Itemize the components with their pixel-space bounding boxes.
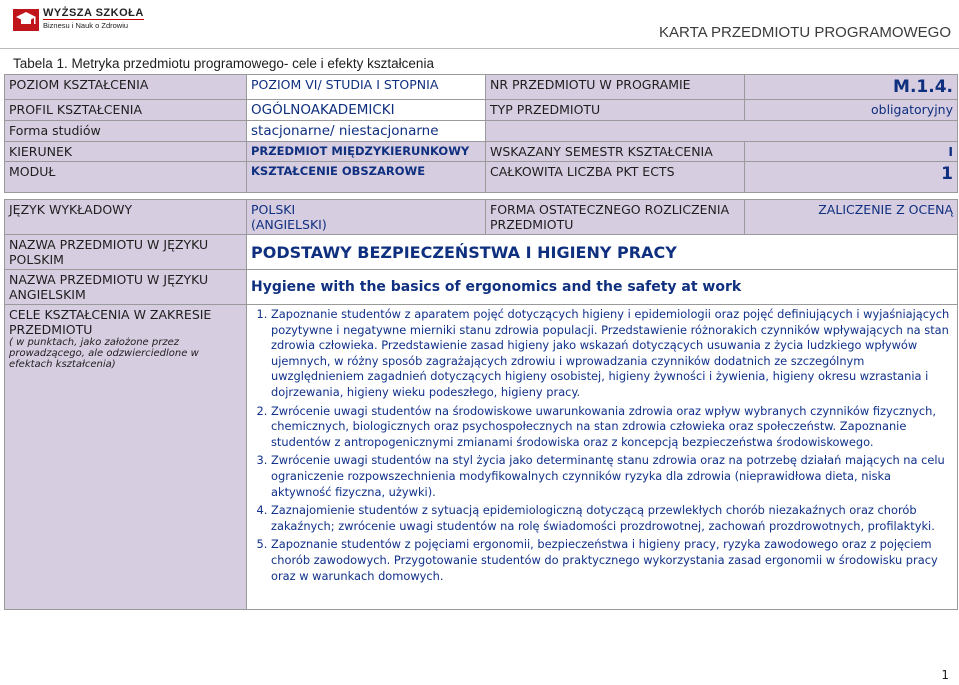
ects-value: 1	[745, 162, 958, 193]
forma-label: Forma studiów	[5, 121, 247, 142]
goal-item: 4. Zaznajomienie studentów z sytuacją epidemiologiczną dotyczącą przewlekłych chorób niezakaźnych oraz chorób zakaźnych; zwrócenie uwagi studentów na rolę świadomości prozdrowotnej, zachowań prozdrowotnych, profilaktyki.	[271, 503, 953, 534]
page-number: 1	[941, 668, 949, 682]
jezyk-value-pl: POLSKI	[251, 202, 296, 217]
nazwa-en-label: NAZWA PRZEDMIOTU W JĘZYKU ANGIELSKIM	[5, 270, 247, 305]
poziom-value	[247, 75, 486, 100]
nazwa-en-value: Hygiene with the basics of ergonomics and the safety at work	[247, 270, 958, 305]
modul-label: MODUŁ	[5, 162, 247, 193]
jezyk-label: JĘZYK WYKŁADOWY	[5, 200, 247, 235]
nr-label: NR PRZEDMIOTU W PROGRAMIE	[486, 75, 745, 100]
nazwa-pl-label: NAZWA PRZEDMIOTU W JĘZYKU POLSKIM	[5, 235, 247, 270]
goal-item: 3. Zwrócenie uwagi studentów na styl życia jako determinantę stanu zdrowia oraz na potrzebę działań mających na celu ograniczenie rozpowszechnienia modyfikowalnych czynników ryzyka dla zdrowia (nieprawidłowa dieta, niska aktywność fizyczna, używki).	[271, 453, 953, 500]
nazwa-pl-value: PODSTAWY BEZPIECZEŃSTWA I HIGIENY PRACY	[247, 235, 958, 270]
poziom-label: POZIOM KSZTAŁCENIA	[5, 75, 247, 100]
forma-ost-value: ZALICZENIE Z OCENĄ	[745, 200, 958, 235]
page-header	[0, 0, 959, 55]
goals-list	[251, 307, 953, 584]
semestr-label: WSKAZANY SEMESTR KSZTAŁCENIA	[486, 142, 745, 162]
goals-cell	[247, 305, 958, 610]
ects-label: CAŁKOWITA LICZBA PKT ECTS	[486, 162, 745, 193]
goal-item: 2. Zwrócenie uwagi studentów na środowiskowe uwarunkowania zdrowia oraz wpływ wybranych czynników fizycznych, chemicznych, biologicznych oraz psychospołecznych na stan zdrowia człowieka oraz społeczeństw. Zapoznanie studentów z antropogenicznymi zmianami środowiska oraz z koncepcją bezpieczeństwa środowiskowego.	[271, 404, 953, 451]
typ-label: TYP PRZEDMIOTU	[486, 100, 745, 121]
cele-label: CELE KSZTAŁCENIA W ZAKRESIE PRZEDMIOTU	[9, 307, 212, 337]
forma-ost-label: FORMA OSTATECZNEGO ROZLICZENIA PRZEDMIOTU	[486, 200, 745, 235]
goal-item: 5. Zapoznanie studentów z pojęciami ergonomii, bezpieczeństwa i higieny pracy, ryzyka zawodowego oraz z pojęciem chorób zawodowych. Przygotowanie studentów do praktycznego wykorzystania zasad ergonomii w środowisku pracy oraz w warunkach domowych.	[271, 537, 953, 584]
forma-empty	[486, 121, 958, 142]
kierunek-label: KIERUNEK	[5, 142, 247, 162]
goal-item: 1. Zapoznanie studentów z aparatem pojęć dotyczących higieny i epidemiologii oraz pojęć definiujących i wyjaśniających pozytywne i negatywne mierniki stanu zdrowia populacji. Przedstawienie różnorakich czynników wpływających na stan zdrowia człowieka. Przedstawienie zasad higieny jako wskazań dotyczących usuwania z życia ludzkiego wpływów ujemnych, w różny sposób zagrażających zdrowiu i wprowadzania czynników dodatnich ze szczególnym uwzględnieniem zagadnień dotyczących higieny osobistej, higieny żywności i żywienia, higieny okresu wzrastania i dojrzewania, higieny wieku podeszłego, higieny pracy.	[271, 307, 953, 401]
cele-note: ( w punktach, jako założone przez prowadzącego, ale odzwierciedlone w efektach kształcenia)	[9, 337, 199, 370]
typ-value: obligatoryjny	[745, 100, 958, 121]
document-title: KARTA PRZEDMIOTU PROGRAMOWEGO	[659, 24, 951, 41]
profil-label: PROFIL KSZTAŁCENIA	[5, 100, 247, 121]
logo-line2: Biznesu i Nauk o Zdrowiu	[43, 20, 129, 30]
semestr-value: I	[745, 142, 958, 162]
poziom-value-text: POZIOM VI/ STUDIA I STOPNIA	[251, 77, 439, 92]
table-caption: Tabela 1. Metryka przedmiotu programowego- cele i efekty kształcenia	[13, 56, 434, 71]
course-metadata-table	[4, 74, 958, 610]
forma-value: stacjonarne/ niestacjonarne	[247, 121, 486, 142]
profil-value: OGÓLNOAKADEMICKI	[247, 100, 486, 121]
modul-value: KSZTAŁCENIE OBSZAROWE	[247, 162, 486, 193]
spacer-row	[5, 193, 958, 200]
cele-label-cell	[5, 305, 247, 610]
school-logo	[13, 5, 144, 33]
jezyk-value-en: (ANGIELSKI)	[251, 217, 327, 232]
kierunek-value: PRZEDMIOT MIĘDZYKIERUNKOWY	[247, 142, 486, 162]
header-divider	[0, 48, 959, 49]
graduation-cap-icon	[13, 5, 39, 33]
nr-value: M.1.4.	[745, 75, 958, 100]
logo-line1: WYŻSZA SZKOŁA	[43, 6, 144, 19]
jezyk-value	[247, 200, 486, 235]
